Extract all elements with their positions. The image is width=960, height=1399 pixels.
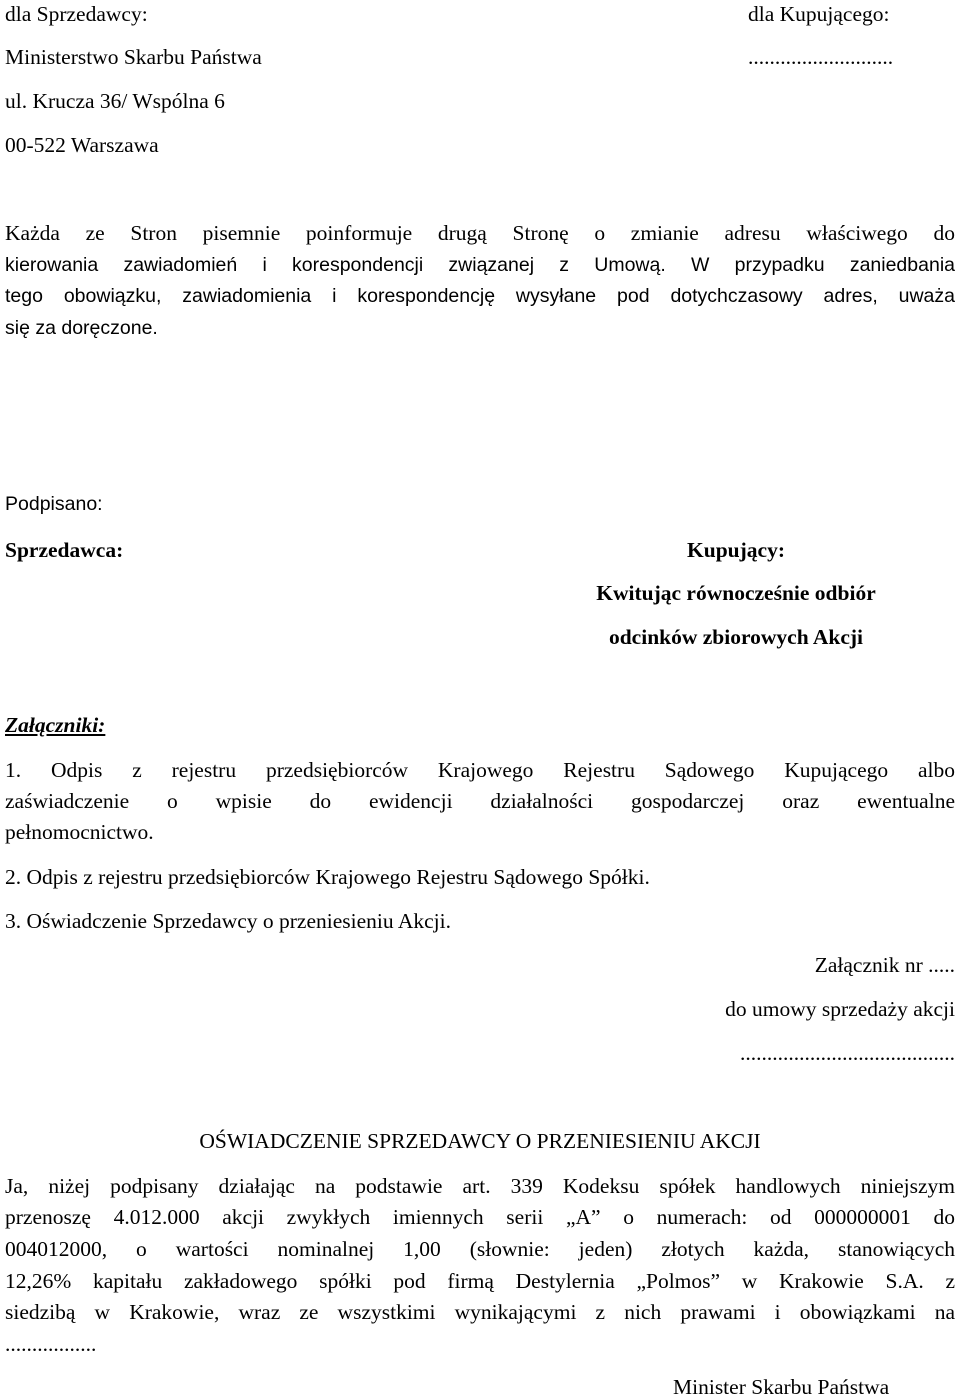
- statement-line-6: .................: [5, 1332, 97, 1356]
- buyer-signature-label: Kupujący:: [687, 538, 785, 562]
- seller-name: Ministerstwo Skarbu Państwa: [5, 45, 262, 69]
- statement-line-5: siedzibą w Krakowie, wraz ze wszystkimi wynikającymi z nich prawami i obowiązkami na: [5, 1300, 955, 1324]
- buyer-placeholder: ...........................: [748, 45, 894, 69]
- attachment-1-line-2: zaświadczenie o wpisie do ewidencji działalności gospodarczej oraz ewentualne: [5, 789, 955, 813]
- annex-dots: ........................................: [740, 1041, 955, 1065]
- address-clause-line-3: tego obowiązku, zawiadomienia i korespondencję wysyłane pod dotychczasowy adres, uważa: [5, 285, 955, 307]
- address-clause-line-2: kierowania zawiadomień i korespondencji związanej z Umową. W przypadku zaniedbania: [5, 254, 955, 276]
- address-clause-line-1: Każda ze Stron pisemnie poinformuje drugą Stronę o zmianie adresu właściwego do: [5, 221, 955, 245]
- buyer-receipt-note-2: odcinków zbiorowych Akcji: [608, 625, 864, 649]
- seller-label: dla Sprzedawcy:: [5, 2, 148, 26]
- buyer-receipt-note-1: Kwitując równocześnie odbiór: [596, 581, 876, 605]
- statement-line-3: 004012000, o wartości nominalnej 1,00 (słownie: jeden) złotych każda, stanowiących: [5, 1237, 955, 1261]
- attachments-heading: Załączniki:: [5, 713, 106, 737]
- seller-city: 00-522 Warszawa: [5, 133, 159, 157]
- attachment-2: 2. Odpis z rejestru przedsiębiorców Krajowego Rejestru Sądowego Spółki.: [5, 865, 650, 889]
- address-clause-line-4: się za doręczone.: [5, 317, 158, 339]
- attachment-1-line-1: 1. Odpis z rejestru przedsiębiorców Krajowego Rejestru Sądowego Kupującego albo: [5, 758, 955, 782]
- seller-street: ul. Krucza 36/ Wspólna 6: [5, 89, 225, 113]
- buyer-label: dla Kupującego:: [748, 2, 890, 26]
- annex-number: Załącznik nr .....: [814, 953, 955, 977]
- statement-line-4: 12,26% kapitału zakładowego spółki pod firmą Destylernia „Polmos” w Krakowie S.A. z: [5, 1269, 955, 1293]
- statement-title: OŚWIADCZENIE SPRZEDAWCY O PRZENIESIENIU AKCJI: [199, 1129, 761, 1153]
- signed-label: Podpisano:: [5, 493, 103, 515]
- annex-agreement: do umowy sprzedaży akcji: [725, 997, 955, 1021]
- attachment-3: 3. Oświadczenie Sprzedawcy o przeniesieniu Akcji.: [5, 909, 451, 933]
- statement-line-2: przenoszę 4.012.000 akcji zwykłych imiennych serii „A” o numerach: od 000000001 do: [5, 1205, 955, 1229]
- statement-line-1: Ja, niżej podpisany działając na podstawie art. 339 Kodeksu spółek handlowych niniejszym: [5, 1174, 955, 1198]
- attachment-1-line-3: pełnomocnictwo.: [5, 820, 154, 844]
- seller-signature-label: Sprzedawca:: [5, 538, 124, 562]
- statement-signature: Minister Skarbu Państwa: [673, 1375, 890, 1399]
